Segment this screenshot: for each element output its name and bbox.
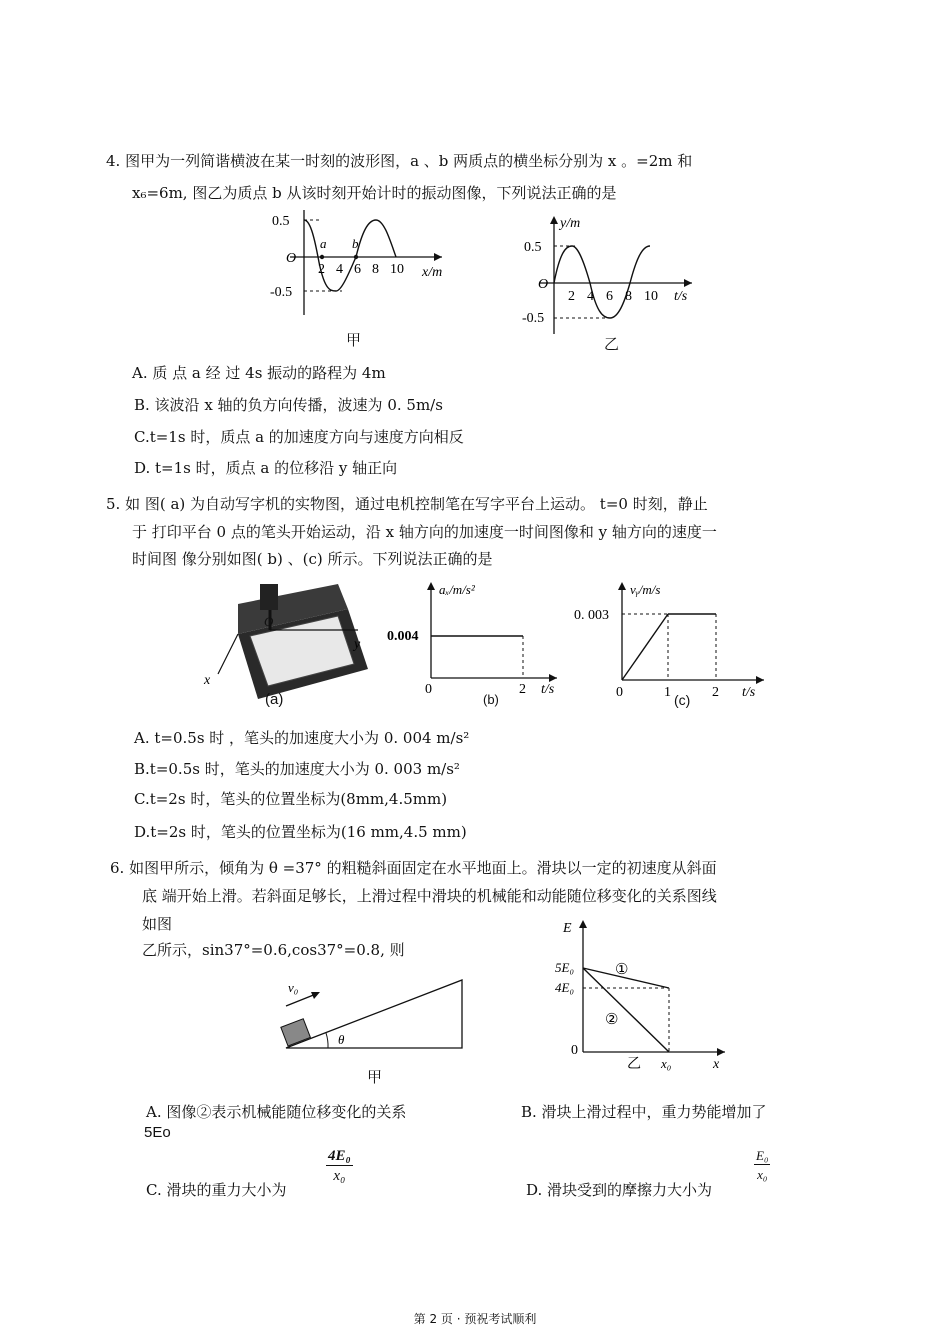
q6-line2: 底 端开始上滑。若斜面足够长，上滑过程中滑块的机械能和动能随位移变化的关系图线 xyxy=(142,887,717,905)
svg-text:O: O xyxy=(264,614,274,629)
tick-label: 10 xyxy=(644,289,658,304)
tick-label: 6 xyxy=(354,262,361,277)
svg-text:x₀: x₀ xyxy=(661,1056,672,1071)
svg-text:-0.5: -0.5 xyxy=(522,311,545,326)
svg-text:5E₀: 5E₀ xyxy=(555,960,574,975)
q6-energy-graph xyxy=(553,912,733,1072)
q6-option-a: A. 图像②表示机械能随位移变化的关系 xyxy=(146,1103,407,1121)
svg-text:-0.5: -0.5 xyxy=(270,285,293,300)
tick-label: 4 xyxy=(336,262,343,277)
q6-option-c: C. 滑块的重力大小为 xyxy=(146,1181,287,1199)
q6-line1: 6. 如图甲所示，倾角为 θ =37° 的粗糙斜面固定在水平地面上。滑块以一定的初速度从斜面 xyxy=(110,859,717,877)
q4-option-d: D. t=1s 时，质点 a 的位移沿 y 轴正向 xyxy=(134,459,398,477)
svg-text:①: ① xyxy=(615,962,629,978)
svg-text:aₓ/m/s²: aₓ/m/s² xyxy=(439,582,475,597)
svg-text:θ: θ xyxy=(338,1032,345,1047)
svg-text:O: O xyxy=(286,251,297,266)
q4-line1: 4. 图甲为一列简谐横波在某一时刻的波形图，a 、b 两质点的横坐标分别为 x 。=2m 和 xyxy=(106,152,693,170)
svg-text:t/s: t/s xyxy=(742,685,756,700)
q5-option-a: A. t=0.5s 时 ，笔头的加速度大小为 0. 004 m/s² xyxy=(134,729,470,747)
page-footer: 第 2 页 · 预祝考试顺利 xyxy=(413,1312,537,1326)
q6-line3: 如图 xyxy=(142,915,173,933)
q4-fig-jia-caption: 甲 xyxy=(346,331,362,349)
q6-option-d-fraction: $\frac{\text{E₀}}{\text{x₀}}$ xyxy=(756,1148,769,1182)
svg-text:O: O xyxy=(538,277,549,292)
tick-label: 4 xyxy=(587,289,594,304)
svg-text:a: a xyxy=(320,236,327,251)
q4-vibration-graph xyxy=(520,212,700,342)
q6-line4: 乙所示，sin37°=0.6,cos37°=0.8, 则 xyxy=(142,941,405,959)
svg-text:2: 2 xyxy=(519,682,526,697)
svg-text:vᵧ/m/s: vᵧ/m/s xyxy=(630,582,661,597)
q4-fig-yi-caption: 乙 xyxy=(604,335,620,353)
svg-text:E: E xyxy=(563,921,572,936)
svg-text:0.004: 0.004 xyxy=(387,629,419,644)
q6-option-a-cont: 5Eo xyxy=(144,1124,171,1141)
svg-text:t/s: t/s xyxy=(674,289,688,304)
tick-label: 8 xyxy=(372,262,379,277)
q4-option-a: A. 质 点 a 经 过 4s 振动的路程为 4m xyxy=(132,364,386,382)
svg-text:x: x xyxy=(713,1057,720,1072)
q5-fig-b-caption: (b) xyxy=(483,692,499,707)
svg-text:x: x xyxy=(204,673,211,688)
svg-text:v₀: v₀ xyxy=(288,980,299,995)
svg-text:b: b xyxy=(352,236,359,251)
svg-text:0. 003: 0. 003 xyxy=(574,608,609,623)
q6-option-b: B. 滑块上滑过程中，重力势能增加了 xyxy=(521,1103,767,1121)
q5-velocity-graph xyxy=(572,578,772,703)
q5-writing-machine-image xyxy=(198,574,378,704)
q4-wave-graph xyxy=(270,200,450,350)
tick-label: 8 xyxy=(625,289,632,304)
tick-label: 6 xyxy=(606,289,613,304)
q5-option-b: B.t=0.5s 时，笔头的加速度大小为 0. 003 m/s² xyxy=(134,760,460,778)
svg-text:y: y xyxy=(354,637,361,652)
svg-text:0.5: 0.5 xyxy=(524,240,542,255)
svg-text:0: 0 xyxy=(425,682,432,697)
q5-acceleration-graph xyxy=(385,578,565,698)
svg-text:y/m: y/m xyxy=(560,216,581,231)
q6-option-c-fraction: $\frac{\text{4E₀}}{\text{x₀}}$ xyxy=(328,1148,351,1184)
tick-label: 2 xyxy=(318,262,325,277)
q5-line2: 于 打印平台 0 点的笔头开始运动，沿 x 轴方向的加速度一时间图像和 y 轴方向的速度一 xyxy=(132,523,717,541)
svg-text:②: ② xyxy=(605,1012,619,1028)
svg-text:0: 0 xyxy=(616,685,623,700)
q5-fig-c-caption: (c) xyxy=(674,692,691,708)
svg-text:0: 0 xyxy=(571,1043,578,1058)
svg-text:4E₀: 4E₀ xyxy=(555,980,574,995)
q5-line3: 时间图 像分别如图( b) 、(c) 所示。下列说法正确的是 xyxy=(132,550,493,568)
q5-line1: 5. 如 图( a) 为自动写字机的实物图，通过电机控制笔在写字平台上运动。 t=0 时刻，静止 xyxy=(106,495,708,513)
q5-option-c: C.t=2s 时，笔头的位置坐标为(8mm,4.5mm) xyxy=(134,790,448,808)
q6-incline-diagram xyxy=(276,976,476,1066)
svg-text:1: 1 xyxy=(664,685,671,700)
q4-option-b: B. 该波沿 x 轴的负方向传播，波速为 0. 5m/s xyxy=(134,396,443,414)
tick-label: 2 xyxy=(568,289,575,304)
q5-fig-a-caption: (a) xyxy=(265,691,284,708)
svg-text:x/m: x/m xyxy=(422,265,443,280)
svg-text:2: 2 xyxy=(712,685,719,700)
svg-text:t/s: t/s xyxy=(541,682,555,697)
q5-option-d: D.t=2s 时，笔头的位置坐标为(16 mm,4.5 mm) xyxy=(134,823,467,841)
jia-ypos: 0.5 xyxy=(272,214,290,229)
q6-option-d: D. 滑块受到的摩擦力大小为 xyxy=(526,1181,713,1199)
q4-line2: x₆=6m, 图乙为质点 b 从该时刻开始计时的振动图像，下列说法正确的是 xyxy=(132,184,617,202)
q6-fig-jia-caption: 甲 xyxy=(367,1068,383,1086)
q4-option-c: C.t=1s 时，质点 a 的加速度方向与速度方向相反 xyxy=(134,428,464,446)
tick-label: 10 xyxy=(390,262,404,277)
svg-text:乙: 乙 xyxy=(627,1057,641,1072)
